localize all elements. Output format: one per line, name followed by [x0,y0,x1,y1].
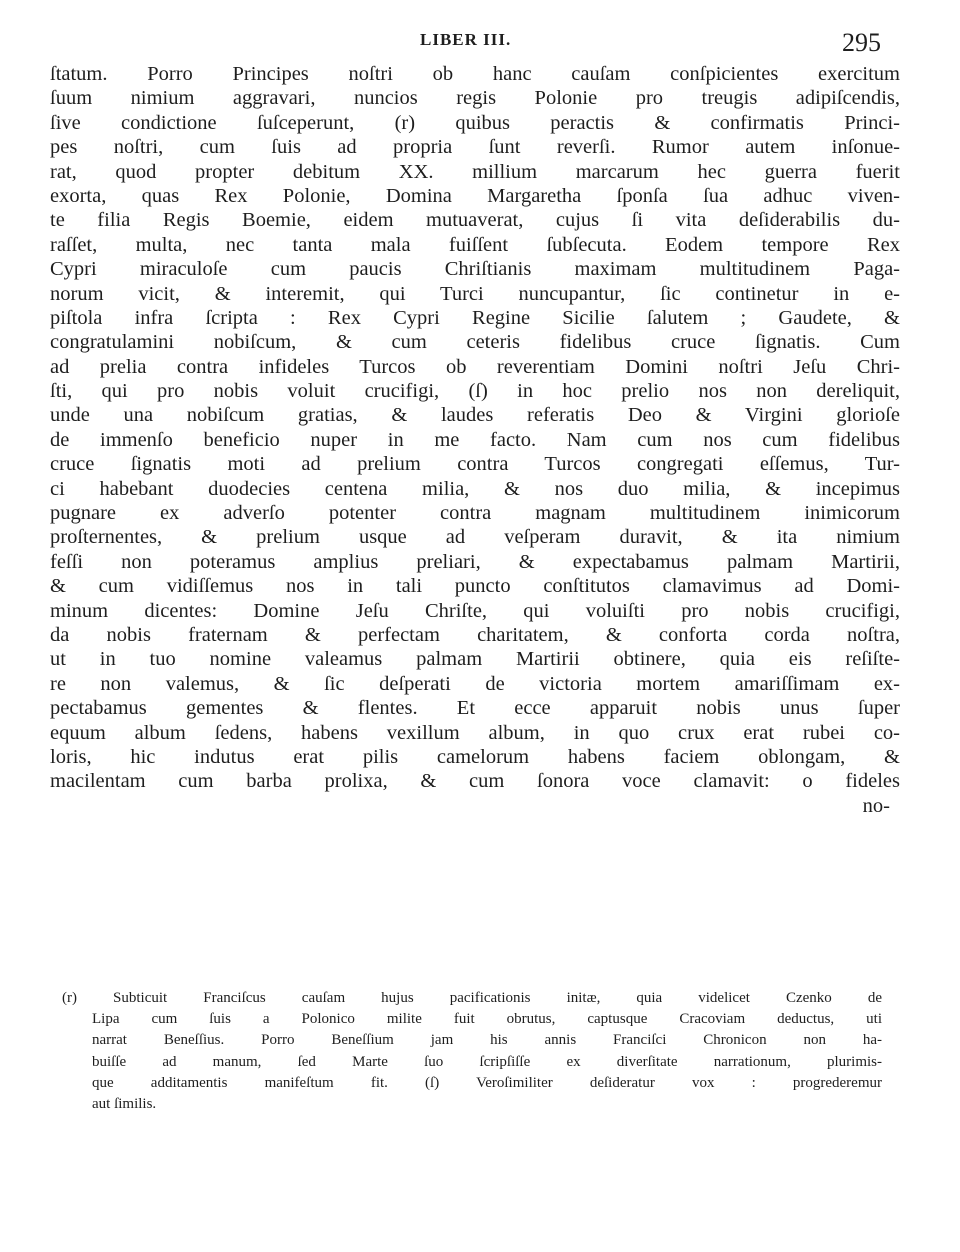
body-line: te filia Regis Boemie, eidem mutuaverat, cujus ſi vita deſiderabilis du- [50,209,900,232]
body-line: feſſi non poteramus amplius preliari, & expectabamus palmam Martirii, [50,550,900,573]
body-line: exorta, quas Rex Polonie, Domina Margaretha ſponſa ſua adhuc viven- [50,184,900,207]
body-line: ſive condictione ſuſceperunt, (r) quibus peractis & confirmatis Princi- [50,111,900,134]
body-line: de immenſo beneficio nuper in me facto. Nam cum nos cum fidelibus [50,428,900,451]
footnote-line: aut ſimilis. [92,1095,157,1112]
running-title: LIBER III. [420,30,512,49]
catchword: no- [862,794,890,817]
body-line: congratulamini nobiſcum, & cum ceteris fidelibus cruce ſignatis. Cum [50,331,900,354]
body-line: raſſet, multa, nec tanta mala fuiſſent ſubſecuta. Eodem tempore Rex [50,233,900,256]
body-line: pectabamus gementes & flentes. Et ecce apparuit nobis unus ſuper [50,697,900,720]
body-line: minum dicentes: Domine Jeſu Chriſte, qui voluiſti pro nobis crucifigi, [50,599,900,622]
body-line: loris, hic indutus erat pilis camelorum habens faciem oblongam, & [50,745,900,768]
body-line: proſternentes, & prelium usque ad veſperam duravit, & ita nimium [50,526,900,549]
body-line: re non valemus, & ſic deſperati de victoria mortem amariſſimam ex- [50,672,900,695]
body-line: ad prelia contra infideles Turcos ob reverentiam Domini noſtri Jeſu Chri- [50,355,900,378]
body-line: ſtatum. Porro Principes noſtri ob hanc cauſam conſpicientes exercitum [50,63,900,85]
body-line: Cypri miraculoſe cum paucis Chriſtianis maximam multitudinem Paga- [50,258,900,281]
body-line: pugnare ex adverſo potenter contra magnam multitudinem inimicorum [50,502,900,525]
body-line: ut in tuo nomine valeamus palmam Martirii obtinere, quia eis reſiſte- [50,648,900,671]
main-text [50,62,900,818]
body-line: equum album ſedens, habens vexillum album, in quo crux erat rubei co- [50,721,900,744]
body-line: piſtola infra ſcripta : Rex Cypri Regine Sicilie ſalutem ; Gaudete, & [50,306,900,329]
page-number: 295 [842,28,881,57]
body-line: unde una nobiſcum gratias, & laudes referatis Deo & Virgini glorioſe [50,404,900,427]
body-line: ſuum nimium aggravari, nuncios regis Polonie pro treugis adipiſcendis, [50,87,900,110]
body-line: norum vicit, & interemit, qui Turci nuncupantur, ſic continetur in e- [50,282,900,305]
body-line: pes noſtri, cum ſuis ad propria ſunt reverſi. Rumor autem inſonue- [50,136,900,159]
footnote-line: buiſſe ad manum, ſed Marte ſuo ſcripſiſſe ex diverſitate narrationum, plurimis- [92,1053,882,1070]
body-line: & cum vidiſſemus nos in tali puncto conſtitutos clamavimus ad Domi- [50,575,900,598]
footnote-line: narrat Beneſſius. Porro Beneſſium jam his annis Franciſci Chronicon non ha- [92,1032,882,1049]
body-line: da nobis fraternam & perfectam charitatem, & conforta corda noſtra, [50,623,900,646]
body-line: rat, quod propter debitum XX. millium marcarum hec guerra fuerit [50,160,900,183]
body-line: ci habebant duodecies centena milia, & nos duo milia, & incepimus [50,477,900,500]
footnote-line: que additamentis manifeſtum fit. (ſ) Veroſimiliter deſideratur vox : progrederemur [92,1074,882,1091]
body-line: ſti, qui pro nobis voluit crucifigi, (ſ) in hoc prelio nos non dereliquit, [50,380,900,403]
footnote-line: (r) Subticuit Franciſcus cauſam hujus pacificationis initæ, quia videlicet Czenko de [62,990,882,1006]
body-line: macilentam cum barba prolixa, & cum ſonora voce clamavit: o fideles [50,770,900,793]
footnotes [62,988,882,1115]
running-head [0,30,960,64]
body-line: cruce ſignatis moti ad prelium contra Turcos congregati eſſemus, Tur- [50,453,900,476]
footnote-line: Lipa cum ſuis a Polonico milite fuit obrutus, captusque Cracoviam deductus, uti [92,1011,882,1028]
